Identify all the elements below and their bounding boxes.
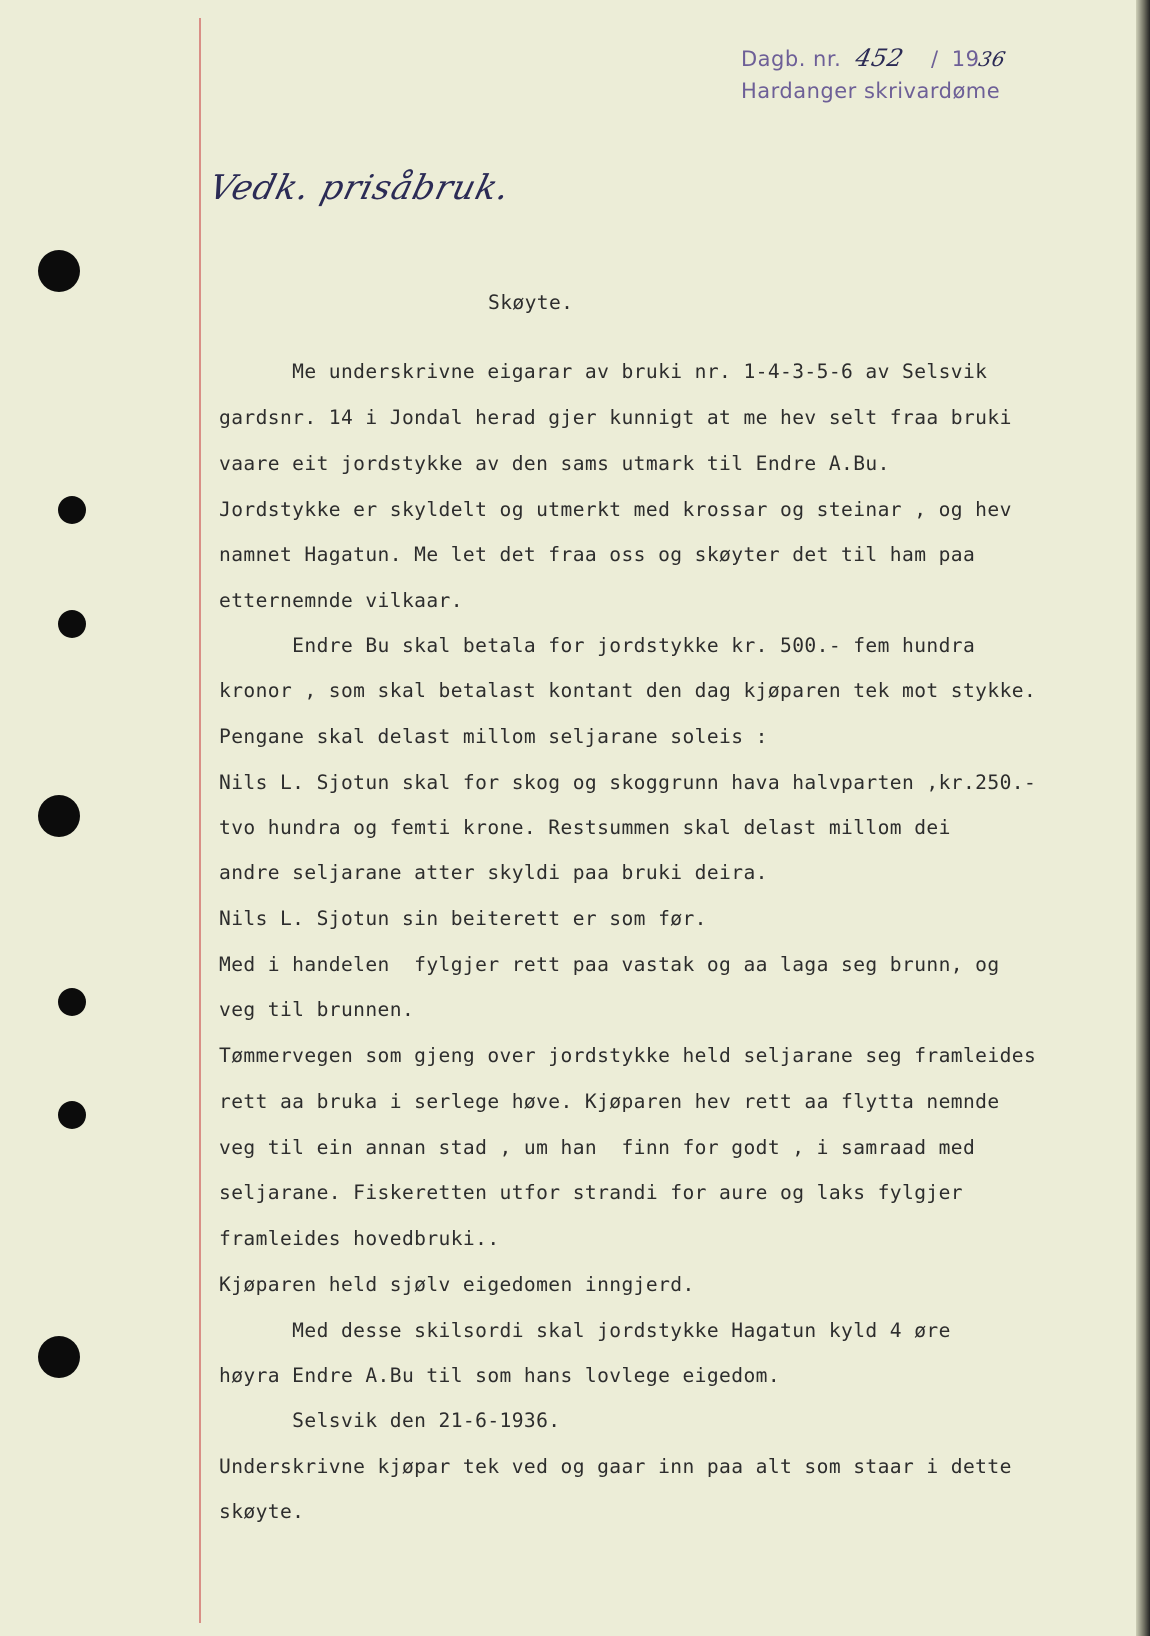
document-title: Skøyte. [488, 291, 574, 314]
stamp-year-prefix: 19 [951, 47, 980, 71]
body-line: etternemnde vilkaar. [219, 589, 463, 612]
body-line: høyra Endre A.Bu til som hans lovlege eigedom. [219, 1364, 781, 1387]
punch-hole [38, 1336, 80, 1378]
body-line: gardsnr. 14 i Jondal herad gjer kunnigt at me hev selt fraa bruki [219, 406, 1012, 429]
body-line: rett aa bruka i serlege høve. Kjøparen hev rett aa flytta nemnde [219, 1090, 1000, 1113]
margin-line [199, 18, 201, 1623]
stamp-separator: / [930, 47, 939, 71]
body-line: Endre Bu skal betala for jordstykke kr. 500.- fem hundra [219, 634, 976, 657]
body-line: framleides hovedbruki.. [219, 1227, 500, 1250]
body-line: namnet Hagatun. Me let det fraa oss og skøyter det til ham paa [219, 543, 976, 566]
body-line: Jordstykke er skyldelt og utmerkt med krossar og steinar , og hev [219, 498, 1012, 521]
punch-hole [38, 250, 80, 292]
body-line: skøyte. [219, 1500, 305, 1523]
stamp-year-suffix: 36 [976, 47, 1009, 71]
body-line: andre seljarane atter skyldi paa bruki deira. [219, 861, 768, 884]
punch-hole [58, 610, 86, 638]
body-line: vaare eit jordstykke av den sams utmark til Endre A.Bu. [219, 452, 890, 475]
body-line: Pengane skal delast millom seljarane soleis : [219, 725, 768, 748]
body-line: veg til ein annan stad , um han finn for godt , i samraad med [219, 1136, 976, 1159]
punch-hole [38, 795, 80, 837]
body-line: Selsvik den 21-6-1936. [219, 1409, 561, 1432]
punch-hole [58, 1101, 86, 1129]
punch-hole [58, 496, 86, 524]
stamp-office: Hardanger skrivardøme [741, 79, 1001, 103]
body-line: Med desse skilsordi skal jordstykke Hagatun kyld 4 øre [219, 1319, 951, 1342]
body-line: Nils L. Sjotun sin beiterett er som før. [219, 907, 707, 930]
stamp-prefix: Dagb. nr. [741, 47, 842, 71]
stamp-register-line [741, 44, 1009, 72]
body-line: tvo hundra og femti krone. Restsummen skal delast millom dei [219, 816, 951, 839]
register-number: 452 [853, 44, 907, 72]
body-line: Kjøparen held sjølv eigedomen inngjerd. [219, 1273, 695, 1296]
punch-hole [58, 988, 86, 1016]
body-line: Me underskrivne eigarar av bruki nr. 1-4-3-5-6 av Selsvik [219, 360, 988, 383]
body-line: Nils L. Sjotun skal for skog og skoggrunn hava halvparten ,kr.250.- [219, 771, 1037, 794]
body-line: Underskrivne kjøpar tek ved og gaar inn paa alt som staar i dette [219, 1455, 1012, 1478]
body-line: veg til brunnen. [219, 998, 415, 1021]
body-line: Med i handelen fylgjer rett paa vastak og aa laga seg brunn, og [219, 953, 1000, 976]
margin-note: Vedk. prisåbruk. [205, 168, 515, 208]
body-line: seljarane. Fiskeretten utfor strandi for aure og laks fylgjer [219, 1181, 963, 1204]
body-line: kronor , som skal betalast kontant den dag kjøparen tek mot stykke. [219, 679, 1037, 702]
body-line: Tømmervegen som gjeng over jordstykke held seljarane seg framleides [219, 1044, 1037, 1067]
